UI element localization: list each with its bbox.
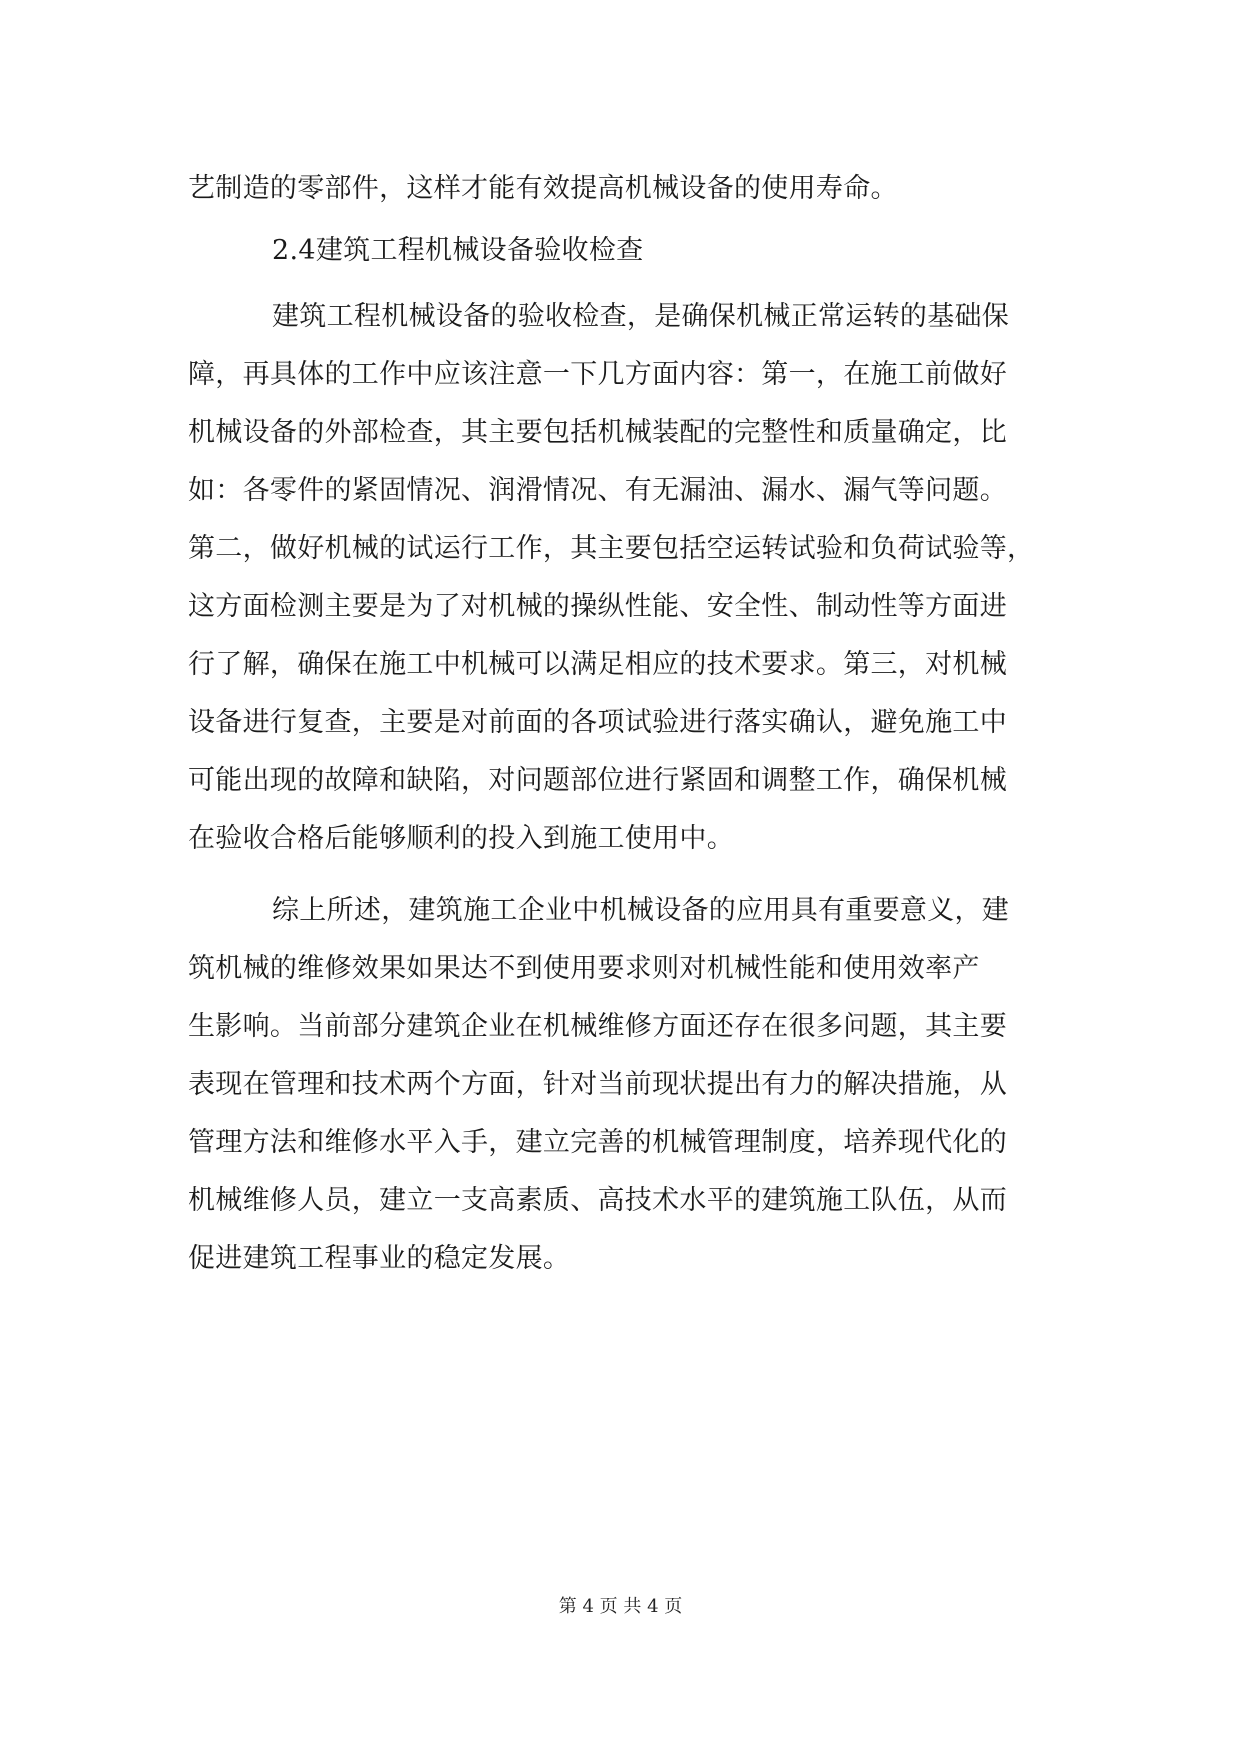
paragraph-line: 生影响。当前部分建筑企业在机械维修方面还存在很多问题，其主要 [188,1011,1007,1042]
paragraph-acceptance-check [188,288,1068,868]
paragraph-line: 表现在管理和技术两个方面，针对当前现状提出有力的解决措施，从 [188,1069,1007,1100]
paragraph-spacer [188,868,1068,882]
paragraph-line: 障，再具体的工作中应该注意一下几方面内容：第一，在施工前做好 [188,359,1007,390]
paragraph-conclusion [188,882,1068,1288]
paragraph-line: 机械设备的外部检查，其主要包括机械装配的完整性和质量确定，比 [188,417,1007,448]
paragraph-line: 可能出现的故障和缺陷，对问题部位进行紧固和调整工作，确保机械 [188,765,1007,796]
paragraph-line: 综上所述，建筑施工企业中机械设备的应用具有重要意义，建 [272,895,1010,926]
paragraph-line: 设备进行复查，主要是对前面的各项试验进行落实确认，避免施工中 [188,707,1007,738]
paragraph-line: 机械维修人员，建立一支高素质、高技术水平的建筑施工队伍，从而 [188,1185,1007,1216]
paragraph-line: 第二，做好机械的试运行工作，其主要包括空运转试验和负荷试验等， [188,533,1035,564]
paragraph-line: 如：各零件的紧固情况、润滑情况、有无漏油、漏水、漏气等问题。 [188,475,1007,506]
paragraph-line: 这方面检测主要是为了对机械的操纵性能、安全性、制动性等方面进 [188,591,1007,622]
paragraph-line: 建筑工程机械设备的验收检查，是确保机械正常运转的基础保 [272,301,1010,332]
paragraph-line: 促进建筑工程事业的稳定发展。 [188,1243,571,1274]
intro-line: 艺制造的零部件，这样才能有效提高机械设备的使用寿命。 [188,173,898,204]
paragraph-line: 管理方法和维修水平入手，建立完善的机械管理制度，培养现代化的 [188,1127,1007,1158]
section-heading: 2.4建筑工程机械设备验收检查 [272,235,644,266]
paragraph-line: 行了解，确保在施工中机械可以满足相应的技术要求。第三，对机械 [188,649,1007,680]
document-body [188,160,1068,1288]
paragraph-line: 在验收合格后能够顺利的投入到施工使用中。 [188,823,734,854]
paragraph-line: 筑机械的维修效果如果达不到使用要求则对机械性能和使用效率产 [188,953,980,984]
page-number-footer: 第 4 页 共 4 页 [558,1596,683,1617]
